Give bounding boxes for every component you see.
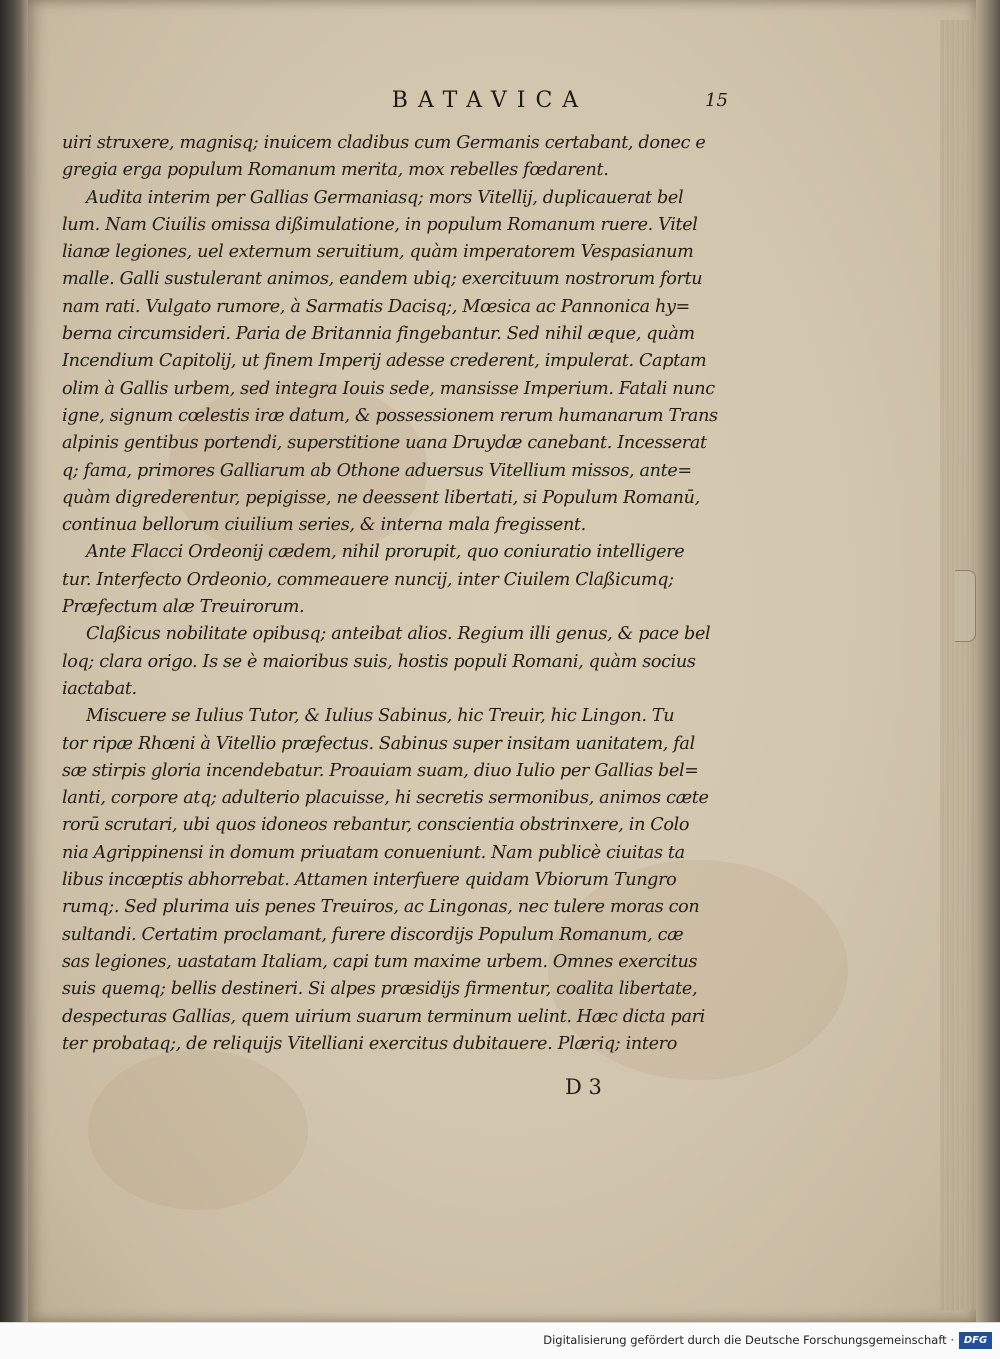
text-line: sas legiones, uastatam Italiam, capi tum maxime urbem. Omnes exercitus <box>62 951 698 972</box>
text-line: continua bellorum ciuilium series, & interna mala fregissent. <box>62 515 586 536</box>
footer-bar <box>0 1322 1000 1359</box>
text-line: quàm digrederentur, pepigisse, ne deessent libertati, si Populum Romanū, <box>62 487 700 508</box>
page-number: 15 <box>705 90 728 111</box>
text-line: nia Agrippinensi in domum priuatam conueniunt. Nam publicè ciuitas ta <box>62 842 685 863</box>
bookmark-tab <box>955 570 976 642</box>
text-line: igne, signum cœlestis iræ datum, & possessionem rerum humanarum Trans <box>62 405 718 426</box>
text-line: despecturas Gallias, quem uirium suarum terminum uelint. Hæc dicta pari <box>62 1006 705 1027</box>
page-edges <box>940 20 976 1310</box>
text-line: lianæ legiones, uel externum seruitium, quàm imperatorem Vespasianum <box>62 242 694 263</box>
text-line: lanti, corpore atq; adulterio placuisse, hi secretis sermonibus, animos cæte <box>62 788 709 809</box>
paper-stain <box>88 1050 308 1210</box>
text-line: Miscuere se Iulius Tutor, & Iulius Sabinus, hic Treuir, hic Lingon. Tu <box>86 706 675 727</box>
text-line: Claßicus nobilitate opibusq; anteibat alios. Regium illi genus, & pace bel <box>86 624 711 645</box>
text-line: nam rati. Vulgato rumore, à Sarmatis Dacisq;, Mœsica ac Pannonica hy= <box>62 296 690 317</box>
dfg-logo-icon[interactable]: DFG <box>959 1332 992 1349</box>
text-line: sæ stirpis gloria incendebatur. Proauiam suam, diuo Iulio per Gallias bel= <box>62 760 699 781</box>
text-line: uiri struxere, magnisq; inuicem cladibus cum Germanis certabant, donec e <box>62 133 706 153</box>
text-line: tor ripæ Rhœni à Vitellio præfectus. Sabinus super insitam uanitatem, fal <box>62 733 695 754</box>
text-line: gregia erga populum Romanum merita, mox rebelles fœdarent. <box>62 160 609 181</box>
text-line: Audita interim per Gallias Germaniasq; mors Vitellij, duplicauerat bel <box>86 187 684 208</box>
text-line: tur. Interfecto Ordeonio, commeauere nuncij, inter Ciuilem Claßicumq; <box>62 569 674 590</box>
footer-credit: Digitalisierung gefördert durch die Deutsche Forschungsgemeinschaft · <box>543 1333 954 1347</box>
running-head: BATAVICA <box>391 88 589 113</box>
text-line: rorū scrutari, ubi quos idoneos rebantur, conscientia obstrinxere, in Colo <box>62 815 690 836</box>
text-line: loq; clara origo. Is se è maioribus suis, hostis populi Romani, quàm socius <box>62 651 696 672</box>
text-line: iactabat. <box>62 678 137 699</box>
text-line: malle. Galli sustulerant animos, eandem ubiq; exercituum nostrorum fortu <box>62 269 703 290</box>
text-line: lum. Nam Ciuilis omissa dißimulatione, in populum Romanum ruere. Vitel <box>62 214 698 235</box>
text-line: q; fama, primores Galliarum ab Othone aduersus Vitellium missos, ante= <box>62 460 692 481</box>
signature-mark: D 3 <box>565 1075 602 1099</box>
text-line: berna circumsideri. Paria de Britannia fingebantur. Sed nihil æque, quàm <box>62 324 695 345</box>
text-line: ter probataq;, de reliquijs Vitelliani exercitus dubitauere. Plæriq; intero <box>62 1033 677 1054</box>
text-line: rumq;. Sed plurima uis penes Treuiros, ac Lingonas, nec tulere moras con <box>62 897 700 918</box>
text-line: olim à Gallis urbem, sed integra Iouis sede, mansisse Imperium. Fatali nunc <box>62 378 715 399</box>
text-line: Incendium Capitolij, ut finem Imperij adesse crederent, impulerat. Captam <box>62 351 707 372</box>
text-line: Præfectum alæ Treuirorum. <box>62 597 305 618</box>
body-text <box>62 130 742 1058</box>
text-line: libus incœptis abhorrebat. Attamen interfuere quidam Vbiorum Tungro <box>62 870 677 891</box>
text-line: suis quemq; bellis destineri. Si alpes præsidijs firmentur, coalita libertate, <box>62 979 698 1000</box>
text-line: sultandi. Certatim proclamant, furere discordijs Populum Romanum, cæ <box>62 924 684 945</box>
text-line: Ante Flacci Ordeonij cædem, nihil prorupit, quo coniuratio intelligere <box>86 542 685 563</box>
text-line: alpinis gentibus portendi, superstitione uana Druydæ canebant. Incesserat <box>62 433 707 454</box>
